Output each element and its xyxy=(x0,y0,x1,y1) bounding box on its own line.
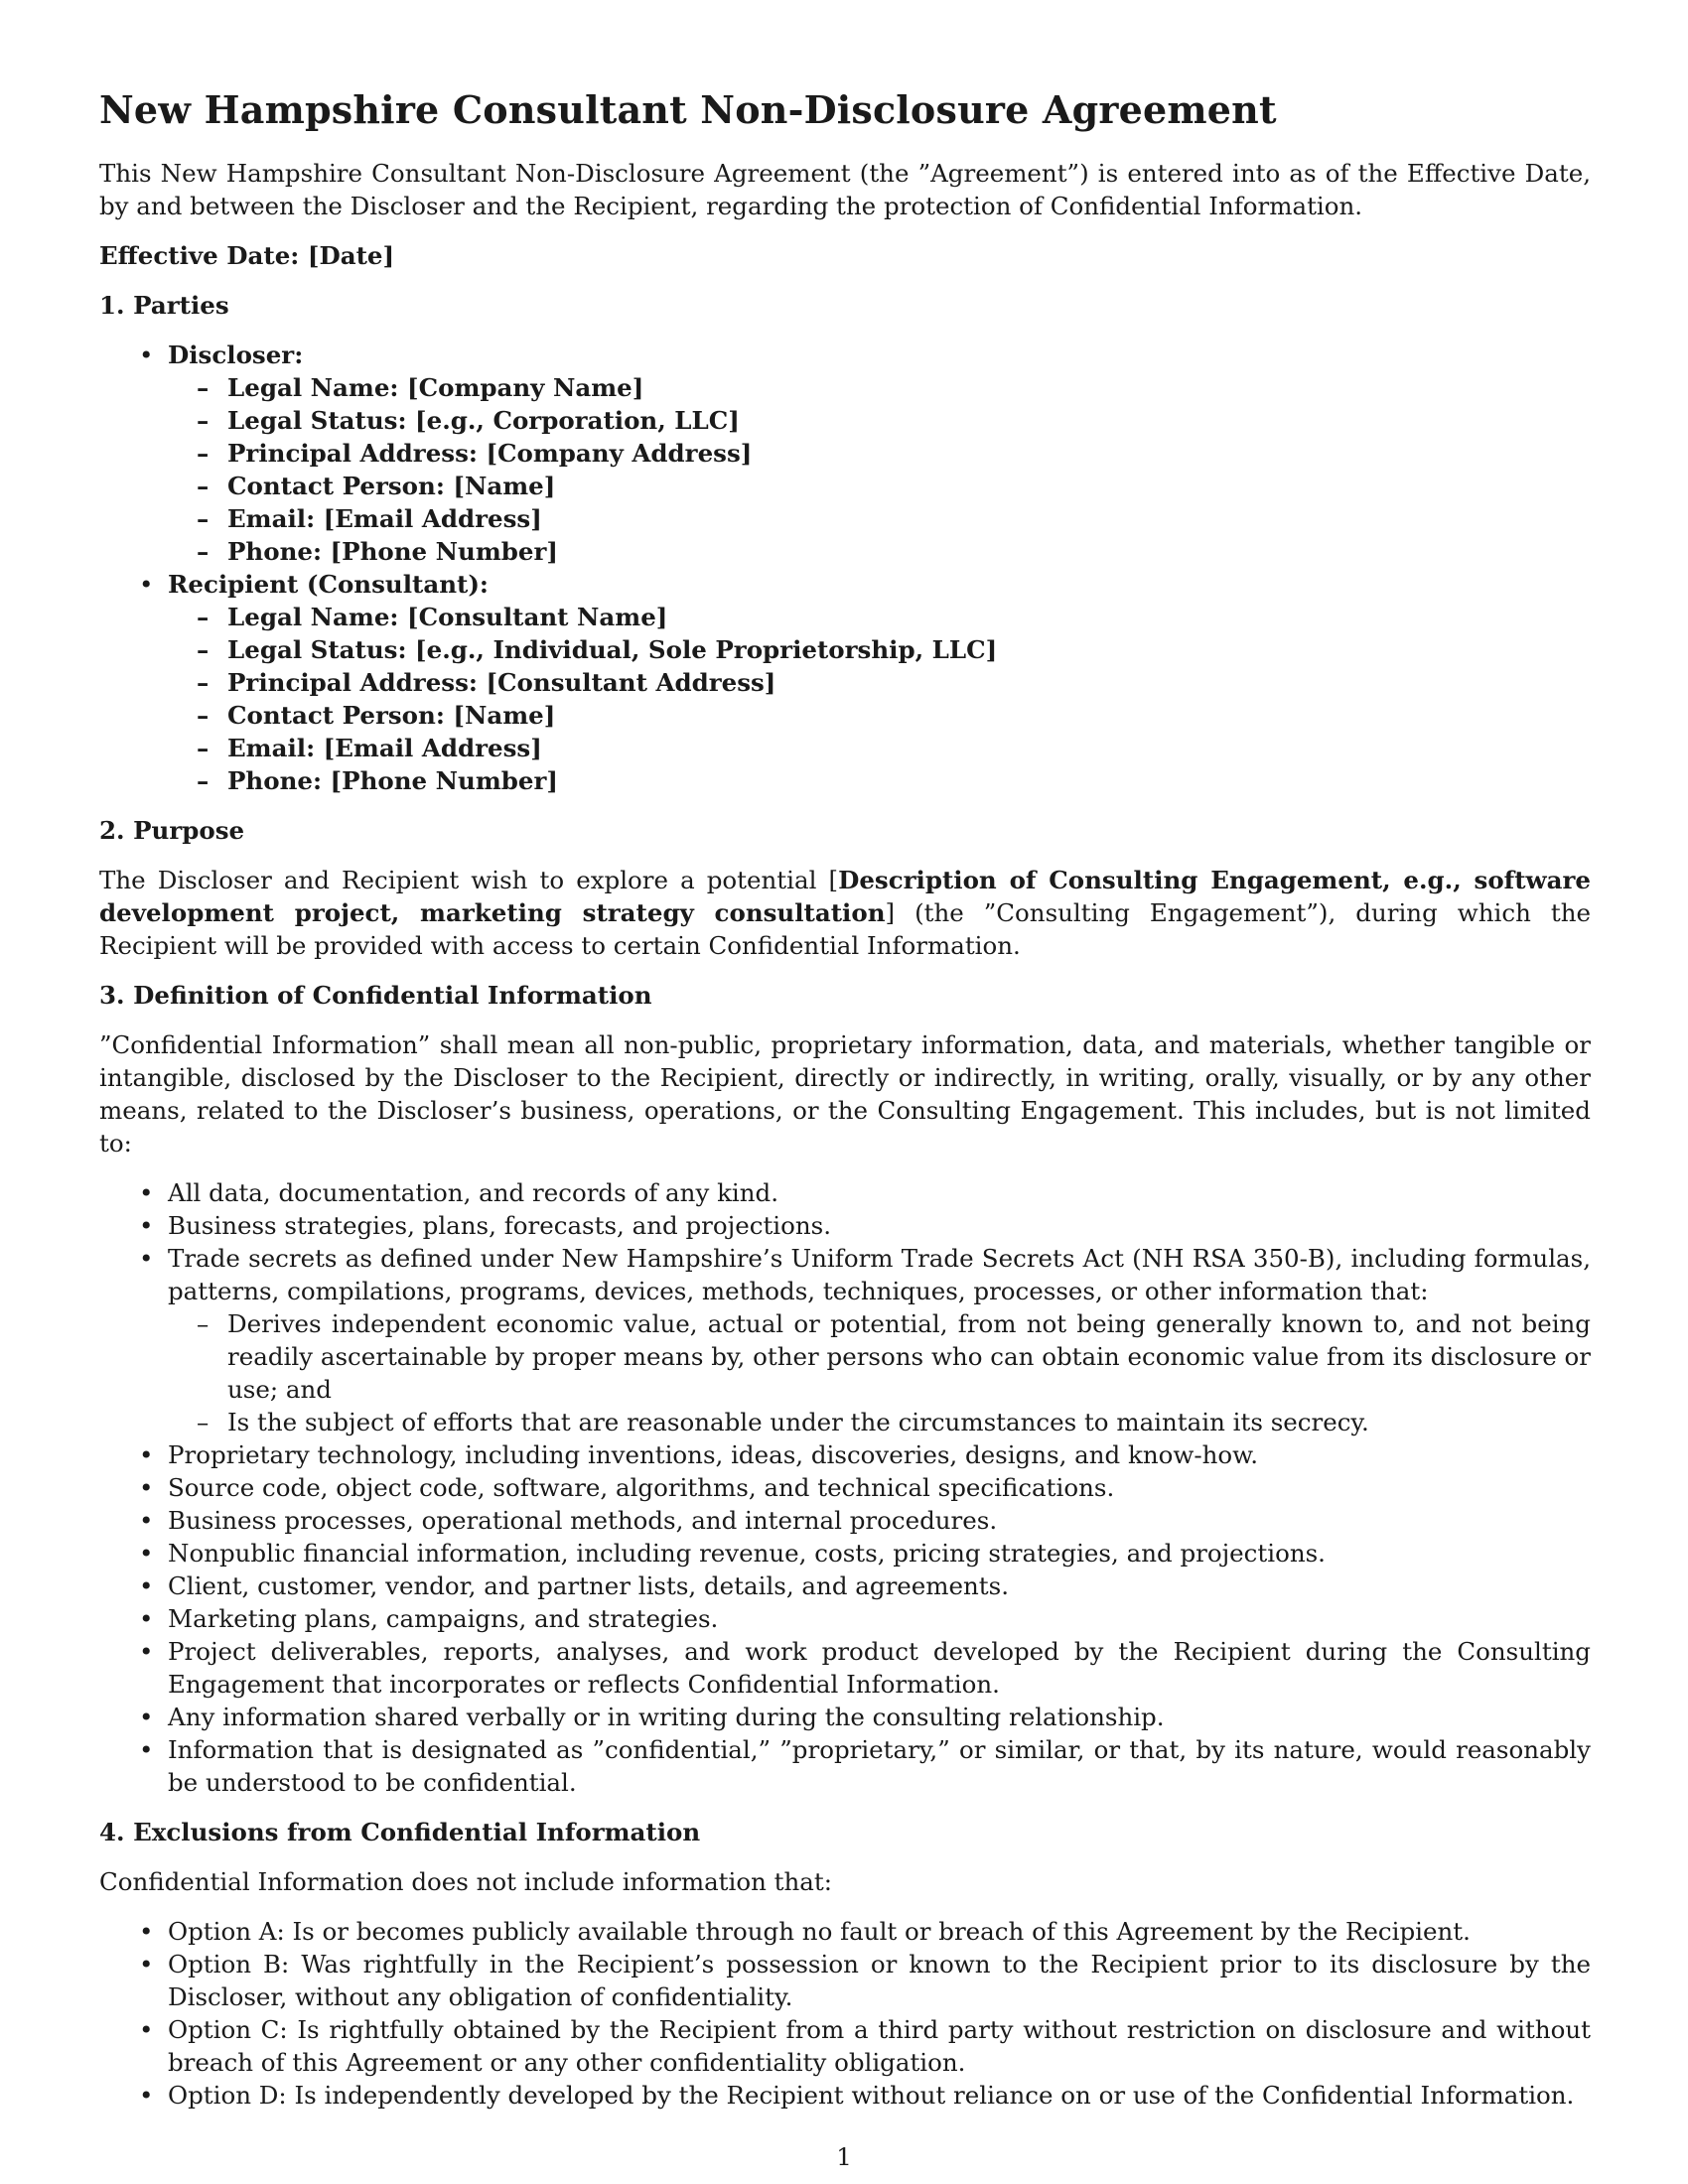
purpose-paragraph xyxy=(99,864,1591,962)
exclusions-list xyxy=(99,1915,1591,2112)
definition-paragraph: ”Confidential Information” shall mean all non-public, proprietary information, data, and materials, whether tangible or intangible, disclosed by the Discloser to the Recipient, directly or indirectly, in writing, orally, visually, or by any other means, related to the Discloser’s business, operations, or the Consulting Engagement. This includes, but is not limited to: xyxy=(99,1030,1591,1158)
section-heading-purpose: 2. Purpose xyxy=(99,816,245,845)
page-number: 1 xyxy=(836,2142,852,2171)
recipient-label: Recipient (Consultant): xyxy=(168,570,489,599)
discloser-field: – Contact Person: [Name] xyxy=(167,470,1591,502)
discloser-fields xyxy=(168,371,1591,568)
list-item: • Project deliverables, reports, analyses, and work product developed by the Recipient during the Consulting Engagement that incorporates or reflects Confidential Information. xyxy=(99,1635,1591,1701)
list-item: • Client, customer, vendor, and partner lists, details, and agreements. xyxy=(99,1570,1591,1602)
section-heading-exclusions: 4. Exclusions from Confidential Information xyxy=(99,1818,701,1846)
discloser-label: Discloser: xyxy=(168,341,304,369)
section-heading-parties: 1. Parties xyxy=(99,291,229,320)
trade-secret-subitem: – Derives independent economic value, actual or potential, from not being generally known to, and not being readily ascertainable by proper means by, other persons who can obtain economic value from its disclosure or use; and xyxy=(167,1307,1591,1406)
document-title: New Hampshire Consultant Non-Disclosure Agreement xyxy=(99,87,1277,132)
recipient-field: – Legal Status: [e.g., Individual, Sole Proprietorship, LLC] xyxy=(167,633,1591,666)
list-item: • Option D: Is independently developed by the Recipient without reliance on or use of the Confidential Information. xyxy=(99,2079,1591,2112)
purpose-text-start: The Discloser and Recipient wish to explore a potential [ xyxy=(99,866,839,894)
recipient-field: – Contact Person: [Name] xyxy=(167,699,1591,732)
list-item xyxy=(99,1242,1591,1438)
discloser-field: – Legal Name: [Company Name] xyxy=(167,371,1591,404)
trade-secret-sublist xyxy=(168,1307,1591,1438)
parties-list xyxy=(99,339,1591,797)
section-heading-definition: 3. Definition of Confidential Information xyxy=(99,981,652,1010)
recipient-field: – Principal Address: [Consultant Address] xyxy=(167,666,1591,699)
list-item: • Nonpublic financial information, including revenue, costs, pricing strategies, and projections. xyxy=(99,1537,1591,1570)
document-page xyxy=(99,87,1591,2128)
list-item: • Option A: Is or becomes publicly available through no fault or breach of this Agreement by the Recipient. xyxy=(99,1915,1591,1948)
recipient-field: – Legal Name: [Consultant Name] xyxy=(167,601,1591,633)
exclusions-paragraph: Confidential Information does not include information that: xyxy=(99,1867,833,1896)
list-item: • Business processes, operational methods, and internal procedures. xyxy=(99,1504,1591,1537)
list-item: • Marketing plans, campaigns, and strategies. xyxy=(99,1602,1591,1635)
list-item xyxy=(99,339,1591,568)
list-item: • Proprietary technology, including inventions, ideas, discoveries, designs, and know-how. xyxy=(99,1438,1591,1471)
effective-date: Effective Date: [Date] xyxy=(99,241,395,270)
list-item: • Business strategies, plans, forecasts, and projections. xyxy=(99,1209,1591,1242)
list-item: • Option B: Was rightfully in the Recipient’s possession or known to the Recipient prior to its disclosure by the Discloser, without any obligation of confidentiality. xyxy=(99,1948,1591,2013)
discloser-field: – Legal Status: [e.g., Corporation, LLC] xyxy=(167,404,1591,437)
list-item: • Source code, object code, software, algorithms, and technical specifications. xyxy=(99,1471,1591,1504)
list-item: • Option C: Is rightfully obtained by the Recipient from a third party without restriction on disclosure and without breach of this Agreement or any other confidentiality obligation. xyxy=(99,2013,1591,2079)
discloser-field: – Principal Address: [Company Address] xyxy=(167,437,1591,470)
purpose-engagement-placeholder: Description of Consulting Engagement, e.g., software development project, marketing strategy consultation xyxy=(99,866,1591,927)
list-item: • All data, documentation, and records of any kind. xyxy=(99,1176,1591,1209)
recipient-fields xyxy=(168,601,1591,797)
list-item xyxy=(99,568,1591,797)
recipient-field: – Phone: [Phone Number] xyxy=(167,764,1591,797)
intro-paragraph: This New Hampshire Consultant Non-Disclosure Agreement (the ”Agreement”) is entered into as of the Effective Date, by and between the Discloser and the Recipient, regarding the protection of Confidential Information. xyxy=(99,159,1591,220)
discloser-field: – Email: [Email Address] xyxy=(167,502,1591,535)
list-item: • Information that is designated as ”confidential,” ”proprietary,” or similar, or that, by its nature, would reasonably be understood to be confidential. xyxy=(99,1733,1591,1799)
definition-list xyxy=(99,1176,1591,1799)
list-item: • Any information shared verbally or in writing during the consulting relationship. xyxy=(99,1701,1591,1733)
discloser-field: – Phone: [Phone Number] xyxy=(167,535,1591,568)
trade-secret-subitem: – Is the subject of efforts that are reasonable under the circumstances to maintain its secrecy. xyxy=(167,1406,1591,1438)
trade-secret-item: Trade secrets as defined under New Hampshire’s Uniform Trade Secrets Act (NH RSA 350-B), including formulas, patterns, compilations, programs, devices, methods, techniques, processes, or other information that: xyxy=(168,1244,1591,1305)
purpose-text-end: ] (the ”Consulting Engagement”), during which the Recipient will be provided with access to certain Confidential Information. xyxy=(99,898,1591,960)
recipient-field: – Email: [Email Address] xyxy=(167,732,1591,764)
